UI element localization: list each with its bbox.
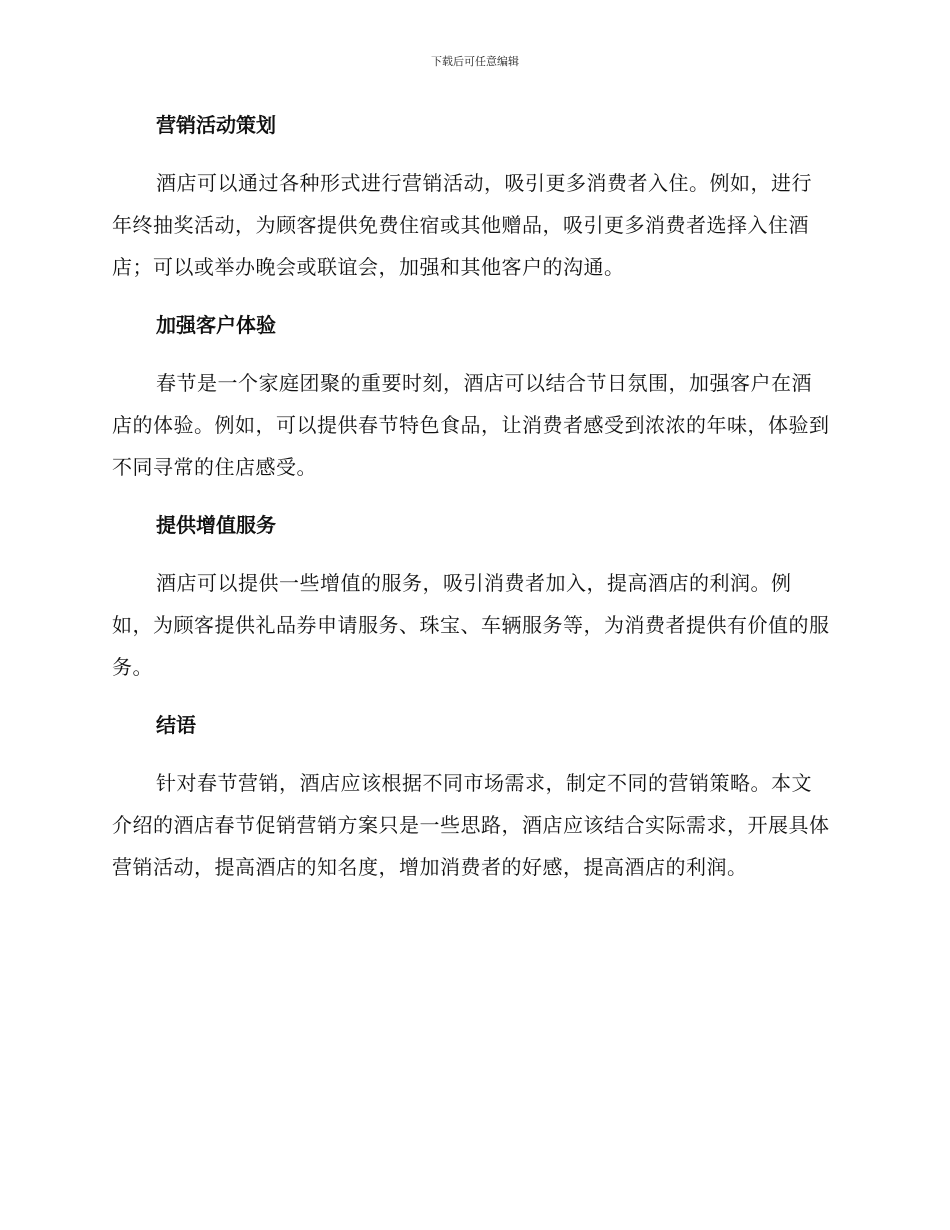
document-body	[112, 110, 832, 888]
section-paragraph: 针对春节营销，酒店应该根据不同市场需求，制定不同的营销策略。本文介绍的酒店春节促销营销方案只是一些思路，酒店应该结合实际需求，开展具体营销活动，提高酒店的知名度，增加消费者的好感，提高酒店的利润。	[112, 771, 830, 879]
section-customer-experience	[112, 310, 832, 488]
section-paragraph: 酒店可以提供一些增值的服务，吸引消费者加入，提高酒店的利润。例如，为顾客提供礼品券申请服务、珠宝、车辆服务等，为消费者提供有价值的服务。	[112, 571, 830, 679]
section-paragraph: 酒店可以通过各种形式进行营销活动，吸引更多消费者入住。例如，进行年终抽奖活动，为顾客提供免费住宿或其他赠品，吸引更多消费者选择入住酒店；可以或举办晚会或联谊会，加强和其他客户的沟通。	[112, 171, 812, 279]
section-heading: 提供增值服务	[156, 513, 276, 537]
section-marketing-activities	[112, 110, 832, 288]
section-value-added-services	[112, 510, 832, 688]
section-conclusion	[112, 710, 832, 888]
section-paragraph: 春节是一个家庭团聚的重要时刻，酒店可以结合节日氛围，加强客户在酒店的体验。例如，可以提供春节特色食品，让消费者感受到浓浓的年味，体验到不同寻常的住店感受。	[112, 371, 830, 479]
section-heading: 结语	[156, 713, 196, 737]
section-heading: 加强客户体验	[156, 313, 276, 337]
section-heading: 营销活动策划	[156, 113, 276, 137]
page-header-note: 下载后可任意编辑	[431, 55, 519, 68]
